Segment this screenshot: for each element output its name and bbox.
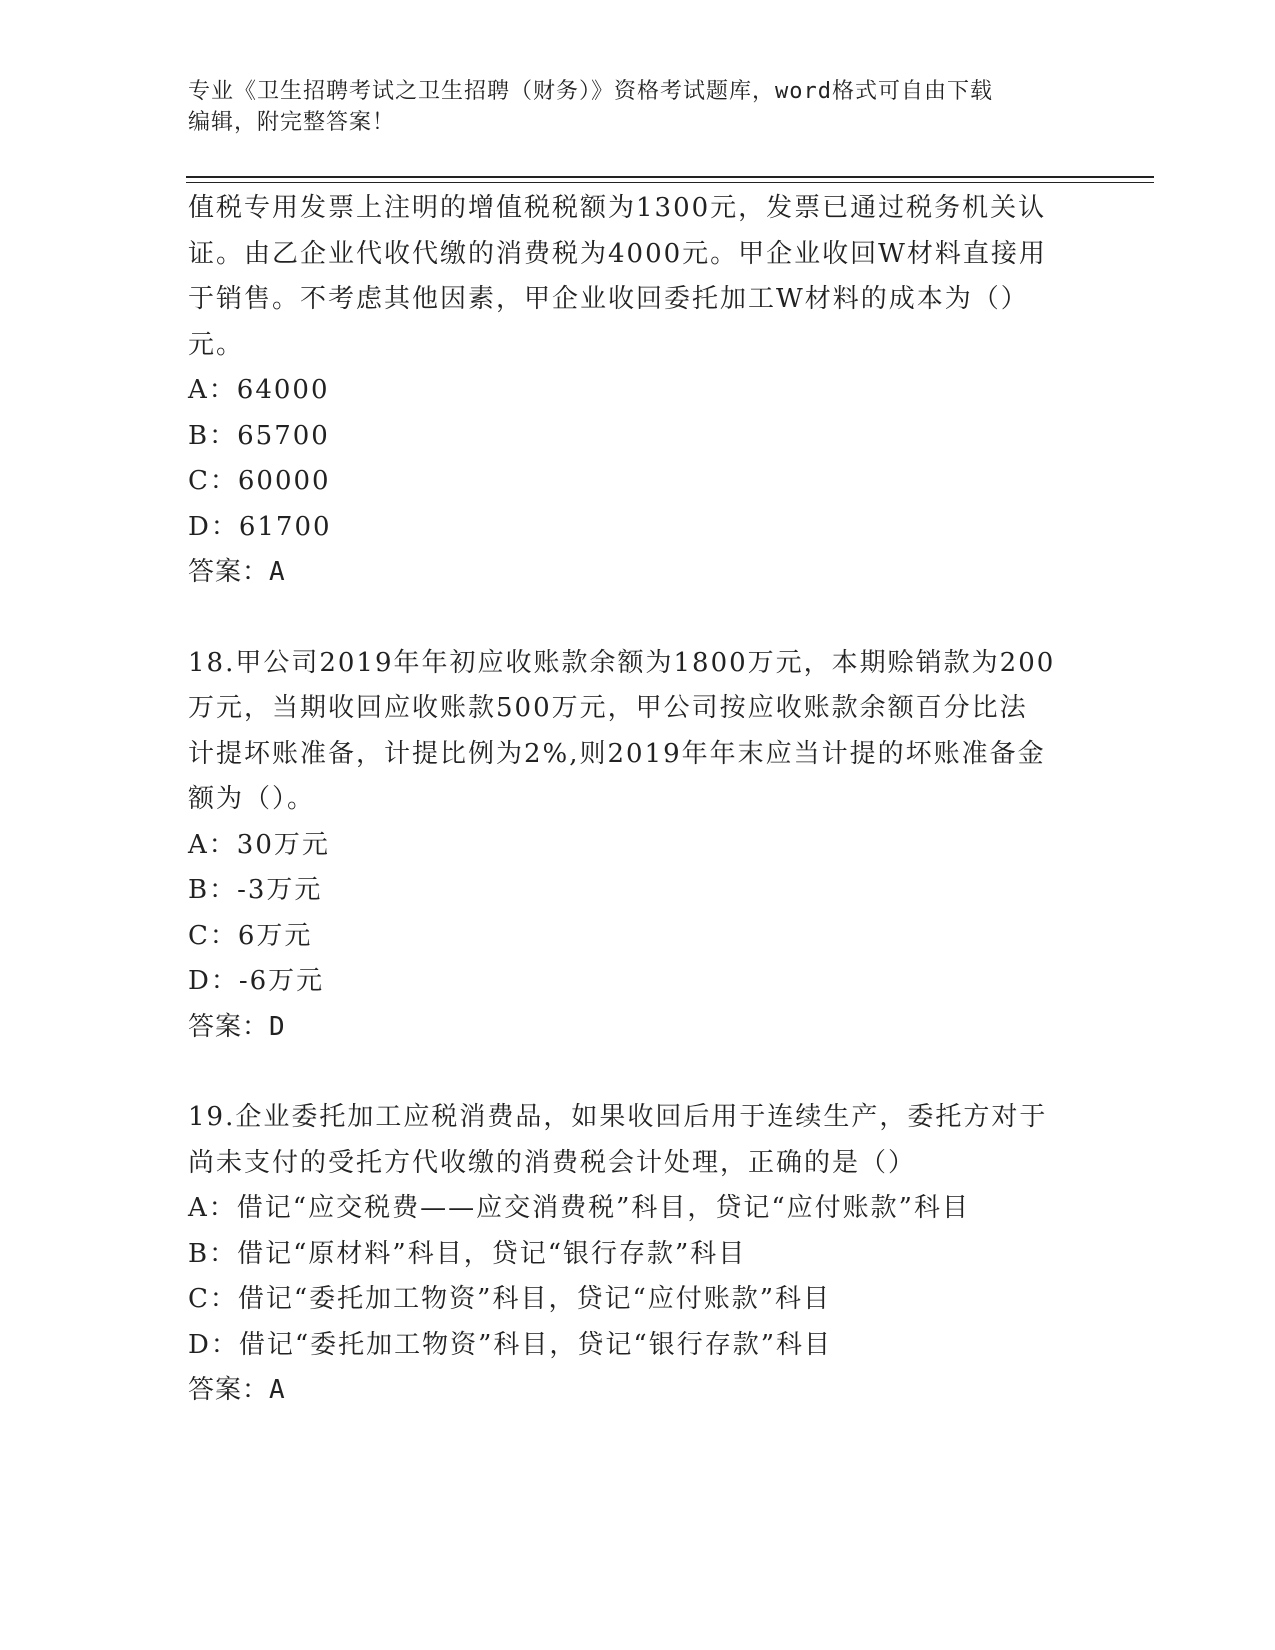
option-c: C：6万元: [188, 920, 313, 951]
answer: 答案：A: [188, 1375, 286, 1405]
question-19: [188, 1095, 1088, 1414]
option-a: A：借记“应交税费——应交消费税”科目，贷记“应付账款”科目: [188, 1193, 970, 1223]
question-line: 18.甲公司2019年年初应收账款余额为1800万元，本期赊销款为200: [188, 647, 1056, 678]
spacer: [188, 1050, 1088, 1095]
question-18: [188, 641, 1088, 1051]
option-d: D：借记“委托加工物资”科目，贷记“银行存款”科目: [188, 1329, 833, 1360]
option-b: B：借记“原材料”科目，贷记“银行存款”科目: [188, 1238, 747, 1269]
option-a: A：30万元: [188, 829, 330, 860]
question-content: [188, 186, 1088, 1414]
question-line: 万元，当期收回应收账款500万元，甲公司按应收账款余额百分比法: [188, 693, 1028, 723]
header-line-2: 编辑，附完整答案！: [188, 110, 396, 135]
spacer: [188, 596, 1088, 641]
question-line: 尚未支付的受托方代收缴的消费税会计处理，正确的是（）: [188, 1147, 917, 1178]
option-b: B：-3万元: [188, 875, 323, 905]
question-17: [188, 186, 1088, 596]
question-line: 计提坏账准备，计提比例为2%,则2019年年末应当计提的坏账准备金: [188, 738, 1046, 769]
answer: 答案：A: [188, 557, 286, 587]
header-line-1: 专业《卫生招聘考试之卫生招聘（财务）》资格考试题库，word格式可自由下载: [188, 79, 993, 104]
question-line: 元。: [188, 329, 245, 360]
question-line: 19.企业委托加工应税消费品，如果收回后用于连续生产，委托方对于: [188, 1102, 1048, 1132]
question-line: 额为（）。: [188, 784, 316, 814]
answer: 答案：D: [188, 1011, 286, 1042]
question-line: 证。由乙企业代收代缴的消费税为4000元。甲企业收回W材料直接用: [188, 238, 1047, 269]
option-c: C：60000: [188, 466, 331, 496]
option-d: D：61700: [188, 511, 332, 542]
option-d: D：-6万元: [188, 966, 325, 996]
header-rule-thin: [186, 182, 1154, 183]
question-line: 值税专用发票上注明的增值税税额为1300元，发票已通过税务机关认: [188, 193, 1047, 223]
option-b: B：65700: [188, 420, 330, 451]
option-a: A：64000: [188, 375, 330, 405]
document-header: [188, 76, 1088, 138]
question-line: 于销售。不考虑其他因素，甲企业收回委托加工W材料的成本为（）: [188, 284, 1029, 314]
option-c: C：借记“委托加工物资”科目，贷记“应付账款”科目: [188, 1284, 832, 1314]
header-rule-thick: [186, 176, 1154, 178]
